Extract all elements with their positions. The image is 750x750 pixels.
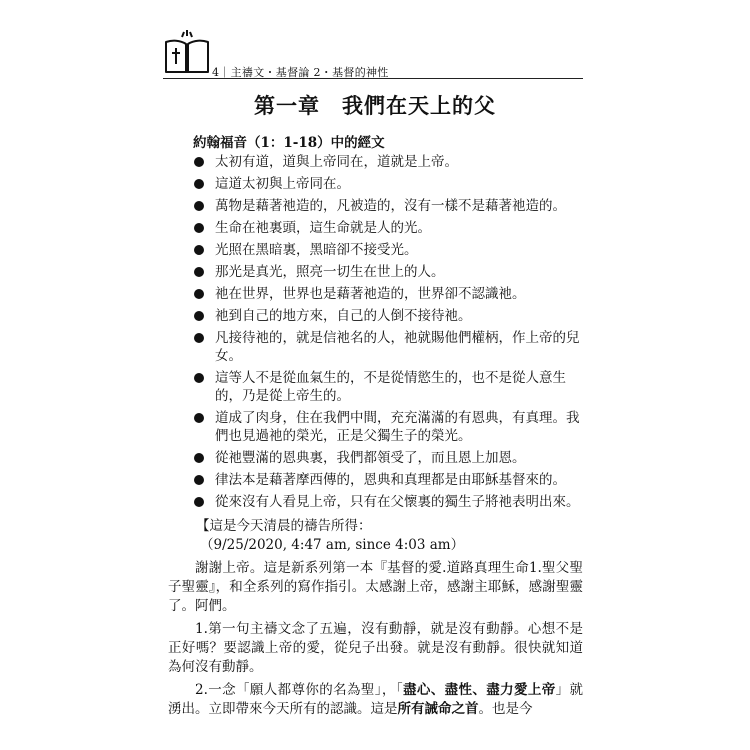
list-item: 那光是真光，照亮一切生在世上的人。: [193, 263, 583, 281]
bullet-icon: [194, 497, 204, 507]
list-item: 生命在祂裏頭，這生命就是人的光。: [193, 219, 583, 237]
bullet-icon: [194, 333, 204, 343]
prayer-date: （9/25/2020, 4:47 am, since 4:03 am）: [200, 537, 465, 553]
chapter-title: 第一章 我們在天上的父: [254, 94, 496, 118]
prayer-section: [168, 517, 583, 719]
emphasis-text: 所有誡命之首: [397, 701, 479, 717]
list-item: 祂在世界，世界也是藉著祂造的，世界卻不認識祂。: [193, 285, 583, 303]
bullet-icon: [194, 267, 204, 277]
list-item: 萬物是藉著祂造的，凡被造的，沒有一樣不是藉著祂造的。: [193, 197, 583, 215]
bullet-icon: [194, 289, 204, 299]
running-header: 4｜主禱文・基督論 2・基督的神性: [212, 66, 389, 79]
bullet-icon: [194, 179, 204, 189]
list-item: 從祂豐滿的恩典裏，我們都領受了，而且恩上加恩。: [193, 449, 583, 467]
prayer-title: 【這是今天清晨的禱告所得：: [196, 518, 372, 534]
list-item: 這道太初與上帝同在。: [193, 175, 583, 193]
prayer-paragraph-3: 2.一念「願人都尊你的名為聖」，「盡心、盡性、盡力愛上帝」就湧出。立即帶來今天所有的認識。這是所有誡命之首。也是今: [168, 682, 584, 717]
bullet-icon: [194, 157, 204, 167]
bullet-icon: [194, 311, 204, 321]
open-bible-icon: [163, 28, 211, 76]
bullet-icon: [194, 373, 204, 383]
list-item: 這等人不是從血氣生的，不是從情慾生的，也不是從人意生的，乃是從上帝生的。: [193, 369, 583, 405]
bullet-icon: [194, 201, 204, 211]
emphasis-text: 盡心、盡性、盡力愛上帝: [402, 682, 556, 698]
bullet-icon: [194, 413, 204, 423]
bullet-icon: [194, 223, 204, 233]
bullet-icon: [194, 475, 204, 485]
list-item: 從來沒有人看見上帝，只有在父懷裏的獨生子將祂表明出來。: [193, 493, 583, 511]
prayer-paragraph-2: 1.第一句主禱文念了五遍，沒有動靜，就是沒有動靜。心想不是正好嗎？要認識上帝的愛，從兒子出發。就是沒有動靜。很快就知道為何沒有動靜。: [168, 621, 583, 675]
list-item: 律法本是藉著摩西傳的，恩典和真理都是由耶穌基督來的。: [193, 471, 583, 489]
bullet-icon: [194, 453, 204, 463]
list-item: 太初有道，道與上帝同在，道就是上帝。: [193, 153, 583, 171]
scripture-bullet-list: [193, 153, 583, 515]
section-heading: 約翰福音（1：1-18）中的經文: [193, 135, 385, 151]
list-item: 祂到自己的地方來，自己的人倒不接待祂。: [193, 307, 583, 325]
bullet-icon: [194, 245, 204, 255]
list-item: 道成了肉身，住在我們中間，充充滿滿的有恩典，有真理。我們也見過祂的榮光，正是父獨生子的榮光。: [193, 409, 583, 445]
list-item: 凡接待祂的，就是信祂名的人，祂就賜他們權柄，作上帝的兒女。: [193, 329, 583, 365]
prayer-paragraph-1: 謝謝上帝。這是新系列第一本『基督的愛.道路真理生命1.聖父聖子聖靈』，和全系列的寫作指引。太感謝上帝，感謝主耶穌，感謝聖靈了。阿們。: [168, 560, 583, 614]
list-item: 光照在黑暗裏，黑暗卻不接受光。: [193, 241, 583, 259]
